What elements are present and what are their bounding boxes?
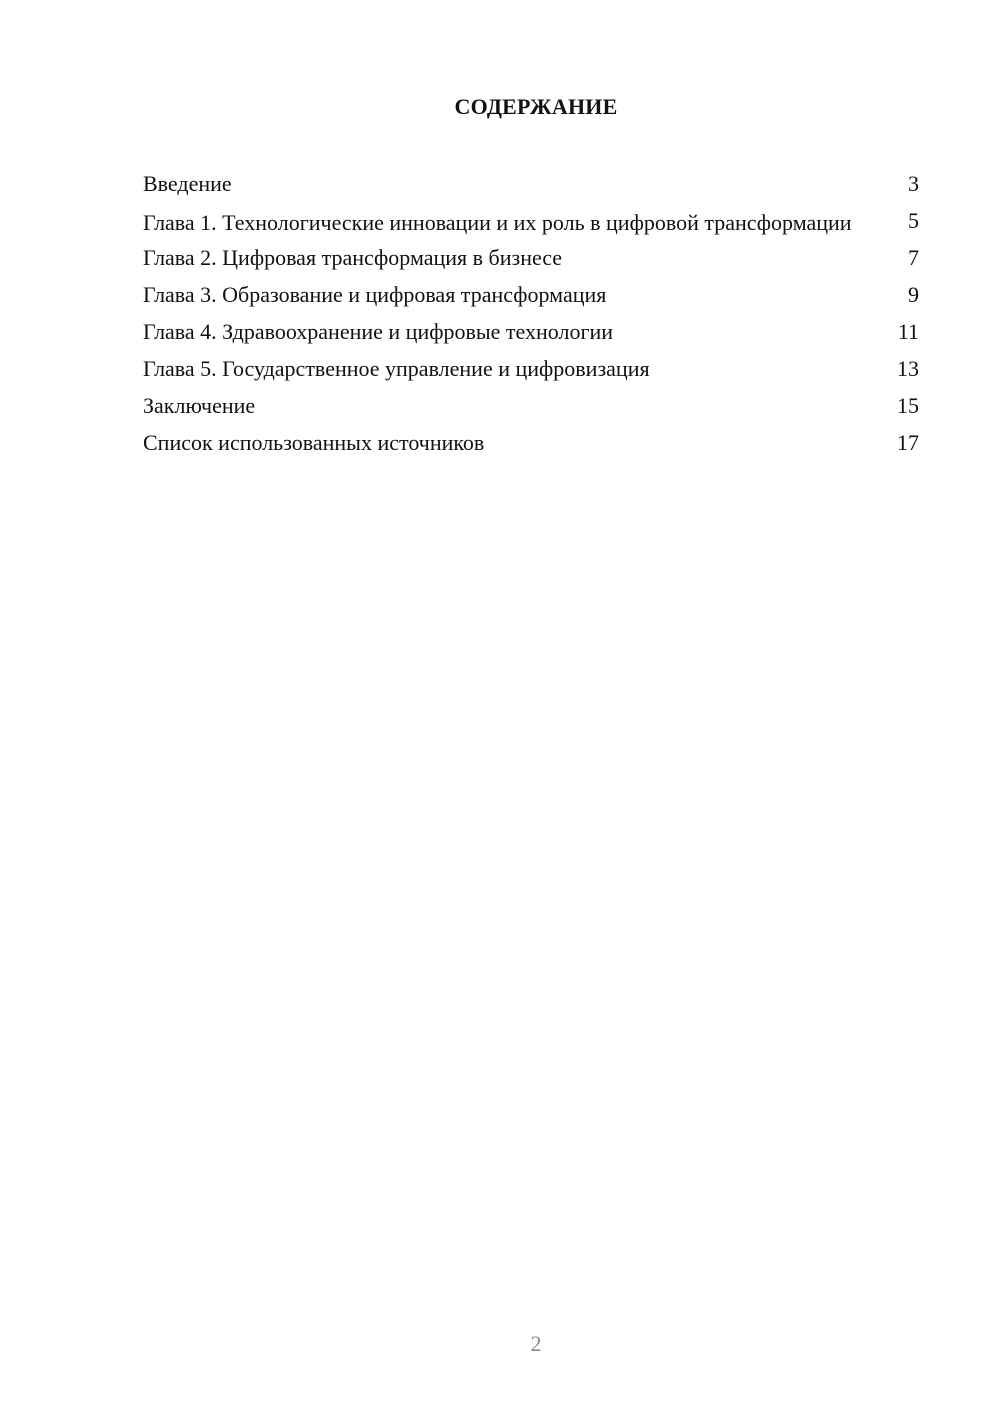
toc-entry-chapter-3 bbox=[143, 279, 919, 311]
toc-entry-label: Список использованных источников bbox=[143, 430, 485, 455]
toc-entry-label: Глава 5. Государственное управление и цифровизация bbox=[143, 356, 650, 381]
toc-entry-chapter-4 bbox=[143, 316, 919, 348]
toc-entry-label: Глава 3. Образование и цифровая трансформация bbox=[143, 282, 607, 307]
toc-entry-label: Введение bbox=[143, 171, 232, 196]
toc-entry-chapter-2 bbox=[143, 242, 919, 274]
toc-entry-page: 13 bbox=[897, 356, 919, 381]
toc-entry-page: 3 bbox=[908, 171, 919, 196]
toc-entry-references bbox=[143, 427, 919, 459]
toc-title: СОДЕРЖАНИЕ bbox=[454, 94, 618, 119]
toc-entry-introduction bbox=[143, 168, 919, 200]
toc-entry-page: 11 bbox=[897, 319, 919, 344]
toc-entry-conclusion bbox=[143, 390, 919, 422]
toc-entry-label: Глава 1. Технологические инновации и их роль в цифровой трансформации bbox=[143, 210, 852, 235]
toc-entry-page: 5 bbox=[908, 208, 919, 233]
toc-entry-page: 7 bbox=[908, 245, 919, 270]
toc-entry-label: Глава 2. Цифровая трансформация в бизнесе bbox=[143, 245, 563, 270]
toc-entry-chapter-5 bbox=[143, 353, 919, 385]
toc-entry-page: 17 bbox=[897, 430, 919, 455]
page-number: 2 bbox=[530, 1331, 542, 1356]
table-of-contents bbox=[143, 168, 919, 464]
toc-entry-chapter-1 bbox=[143, 205, 919, 237]
toc-entry-page: 9 bbox=[908, 282, 919, 307]
toc-entry-label: Заключение bbox=[143, 393, 256, 418]
toc-entry-label: Глава 4. Здравоохранение и цифровые технологии bbox=[143, 319, 614, 344]
toc-entry-page: 15 bbox=[897, 393, 919, 418]
